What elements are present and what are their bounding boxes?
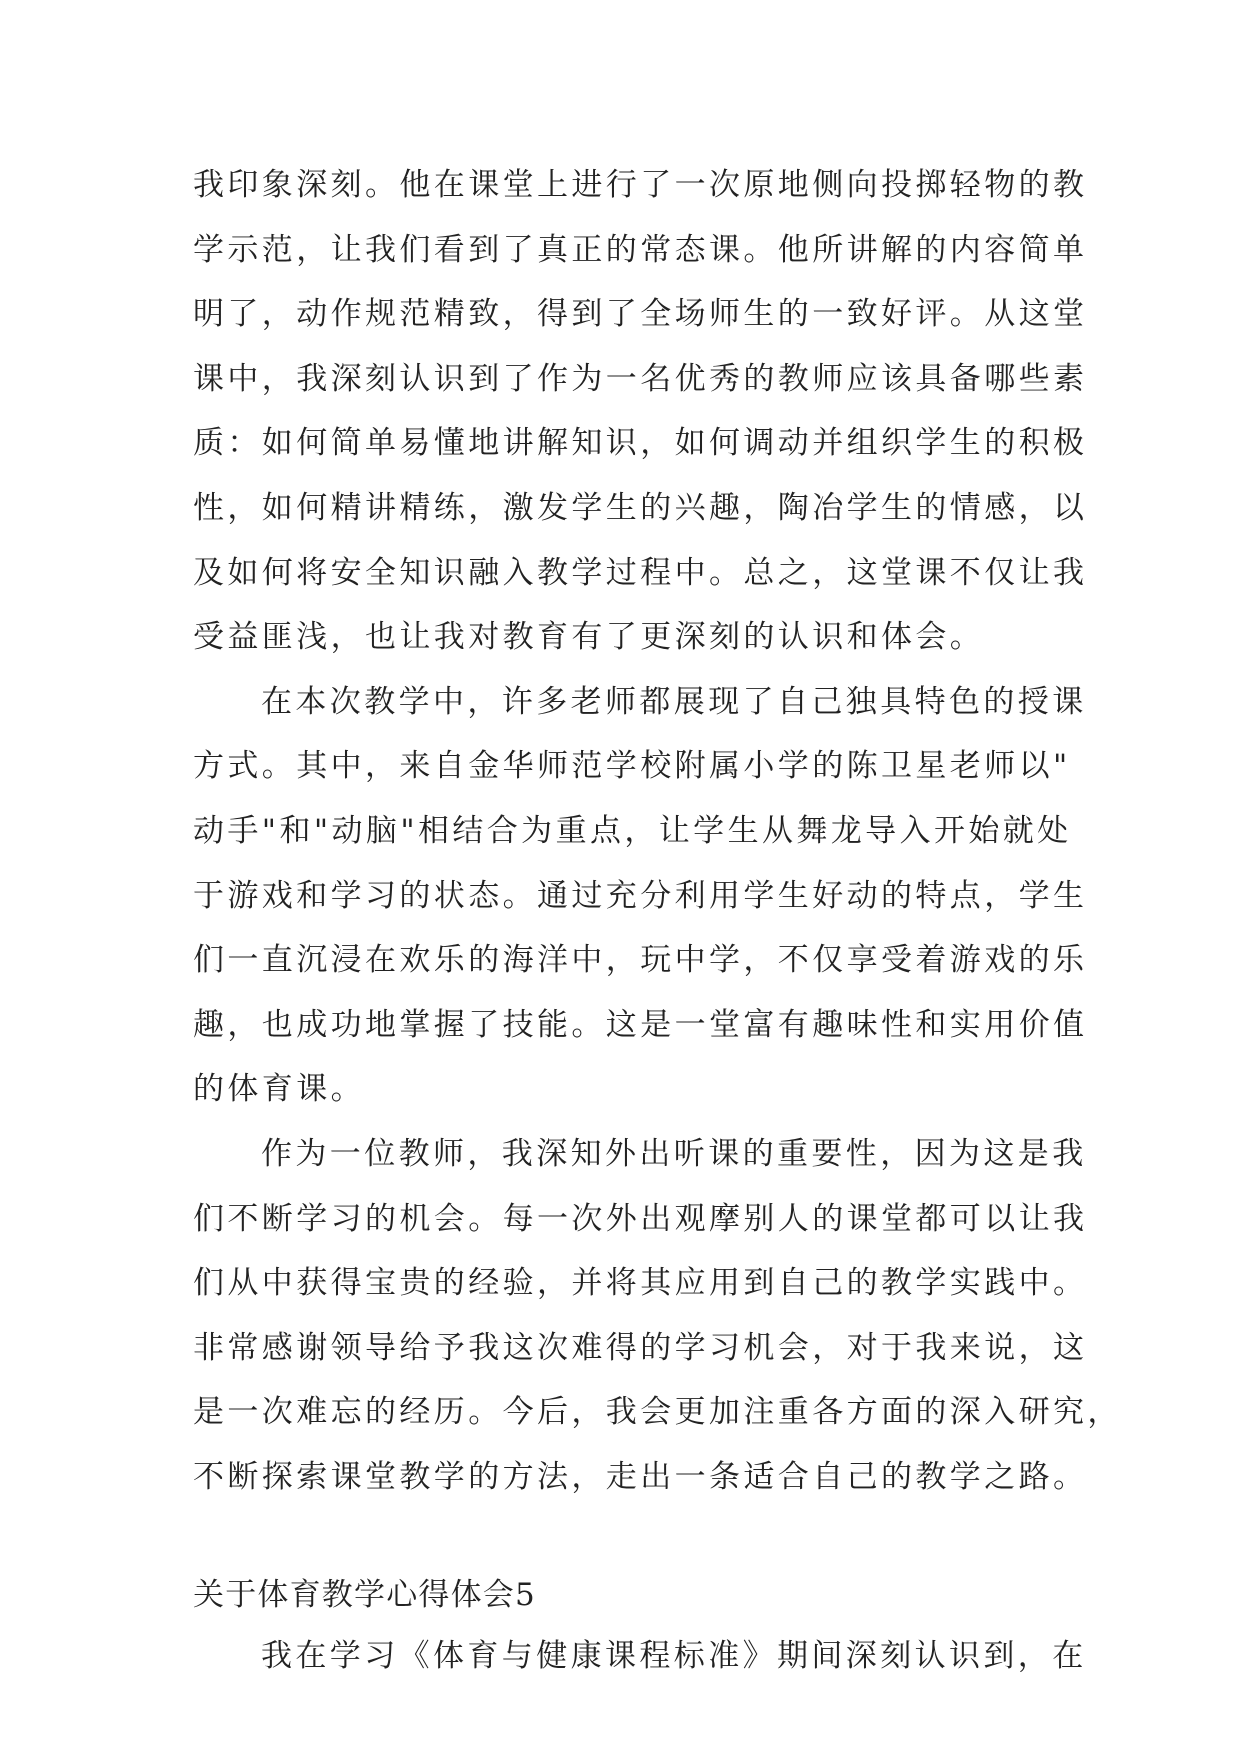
text-line: 于游戏和学习的状态。通过充分利用学生好动的特点，学生	[193, 877, 1088, 914]
text-line: 作为一位教师，我深知外出听课的重要性，因为这是我	[261, 1135, 1087, 1172]
text-line: 学示范，让我们看到了真正的常态课。他所讲解的内容简单	[193, 231, 1088, 268]
text-line: 动手"和"动脑"相结合为重点，让学生从舞龙导入开始就处	[193, 812, 1072, 849]
document-body	[193, 153, 1122, 1689]
section-heading: 关于体育教学心得体会5	[193, 1577, 536, 1614]
text-line: 受益匪浅，也让我对教育有了更深刻的认识和体会。	[193, 619, 985, 656]
paragraph-2	[193, 670, 1088, 1122]
text-line: 明了，动作规范精致，得到了全场师生的一致好评。从这堂	[193, 296, 1088, 333]
text-line: 的体育课。	[193, 1071, 365, 1108]
paragraph-3	[193, 1122, 1122, 1510]
text-line: 质：如何简单易懂地讲解知识，如何调动并组织学生的积极	[193, 425, 1088, 462]
text-line: 是一次难忘的经历。今后，我会更加注重各方面的深入研究，	[193, 1394, 1122, 1431]
text-line: 们不断学习的机会。每一次外出观摩别人的课堂都可以让我	[193, 1200, 1088, 1237]
text-line: 及如何将安全知识融入教学过程中。总之，这堂课不仅让我	[193, 554, 1088, 591]
text-line: 趣，也成功地掌握了技能。这是一堂富有趣味性和实用价值	[193, 1006, 1088, 1043]
text-line: 不断探索课堂教学的方法，走出一条适合自己的教学之路。	[193, 1458, 1088, 1495]
text-line: 们一直沉浸在欢乐的海洋中，玩中学，不仅享受着游戏的乐	[193, 942, 1088, 979]
text-line: 我印象深刻。他在课堂上进行了一次原地侧向投掷轻物的教	[193, 167, 1088, 203]
text-line: 方式。其中，来自金华师范学校附属小学的陈卫星老师以"	[193, 748, 1071, 785]
paragraph-1	[193, 153, 1088, 670]
text-line: 在本次教学中，许多老师都展现了自己独具特色的授课	[261, 683, 1087, 720]
text-line: 课中，我深刻认识到了作为一名优秀的教师应该具备哪些素	[193, 360, 1088, 397]
text-line: 非常感谢领导给予我这次难得的学习机会，对于我来说，这	[193, 1329, 1088, 1366]
text-line: 性，如何精讲精练，激发学生的兴趣，陶冶学生的情感，以	[193, 489, 1088, 526]
section-first-line: 我在学习《体育与健康课程标准》期间深刻认识到，在	[261, 1638, 1087, 1675]
text-line: 们从中获得宝贵的经验，并将其应用到自己的教学实践中。	[193, 1265, 1088, 1302]
